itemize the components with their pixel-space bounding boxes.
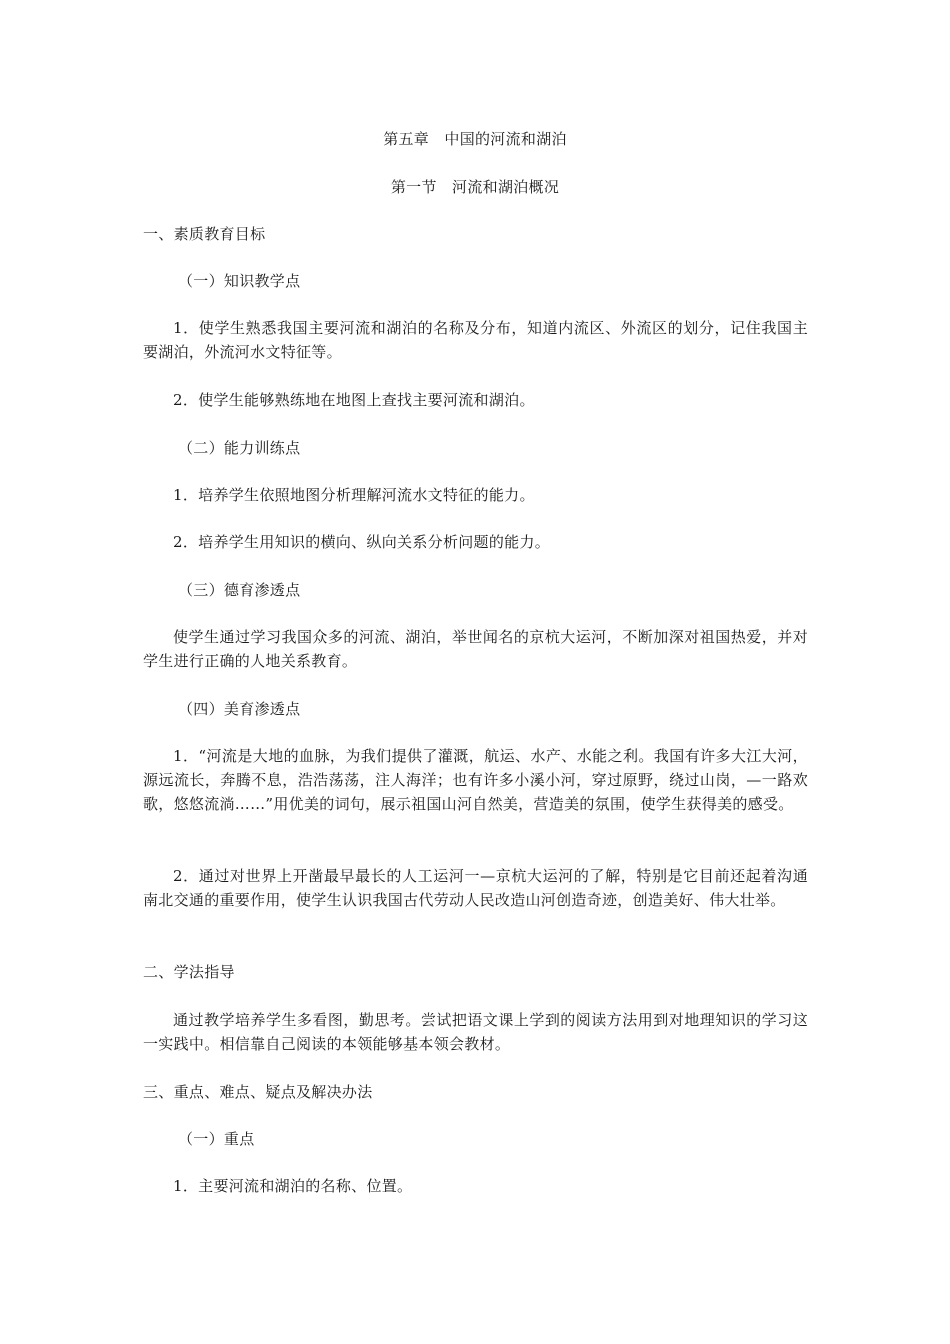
knowledge-item-1: 1．使学生熟悉我国主要河流和湖泊的名称及分布，知道内流区、外流区的划分，记住我国主要湖泊，外流河水文特征等。	[143, 319, 808, 361]
subheading-aesthetic: （四）美育渗透点	[178, 700, 301, 718]
study-method-text: 通过教学培养学生多看图，勤思考。尝试把语文课上学到的阅读方法用到对地理知识的学习这一实践中。相信靠自己阅读的本领能够基本领会教材。	[143, 1011, 808, 1053]
ability-item-2: 2．培养学生用知识的横向、纵向关系分析问题的能力。	[173, 533, 551, 551]
subheading-moral: （三）德育渗透点	[178, 581, 301, 599]
heading-goals: 一、素质教育目标	[143, 225, 266, 243]
ability-item-1: 1．培养学生依照地图分析理解河流水文特征的能力。	[173, 486, 535, 504]
subheading-key-point: （一）重点	[178, 1130, 255, 1148]
knowledge-item-2: 2．使学生能够熟练地在地图上查找主要河流和湖泊。	[173, 391, 535, 409]
moral-text: 使学生通过学习我国众多的河流、湖泊，举世闻名的京杭大运河，不断加深对祖国热爱，并对学生进行正确的人地关系教育。	[143, 628, 808, 670]
chapter-title: 第五章 中国的河流和湖泊	[383, 130, 567, 148]
heading-study-method: 二、学法指导	[143, 963, 235, 981]
aesthetic-item-1: 1．“河流是大地的血脉，为我们提供了灌溉，航运、水产、水能之利。我国有许多大江大河，源远流长，奔腾不息，浩浩荡荡，注人海洋；也有许多小溪小河，穿过原野，绕过山岗，—一路欢歌，悠悠流淌……”用优美的词句，展示祖国山河自然美，营造美的氛围，使学生获得美的感受。	[143, 747, 808, 813]
aesthetic-item-2: 2．通过对世界上开凿最早最长的人工运河一—京杭大运河的了解，特别是它目前还起着沟通南北交通的重要作用，使学生认识我国古代劳动人民改造山河创造奇迹，创造美好、伟大壮举。	[143, 867, 808, 909]
section-title: 第一节 河流和湖泊概况	[390, 178, 560, 196]
subheading-ability: （二）能力训练点	[178, 439, 301, 457]
subheading-knowledge: （一）知识教学点	[178, 272, 301, 290]
heading-key-points: 三、重点、难点、疑点及解决办法	[143, 1083, 373, 1101]
key-point-item-1: 1．主要河流和湖泊的名称、位置。	[173, 1177, 413, 1195]
